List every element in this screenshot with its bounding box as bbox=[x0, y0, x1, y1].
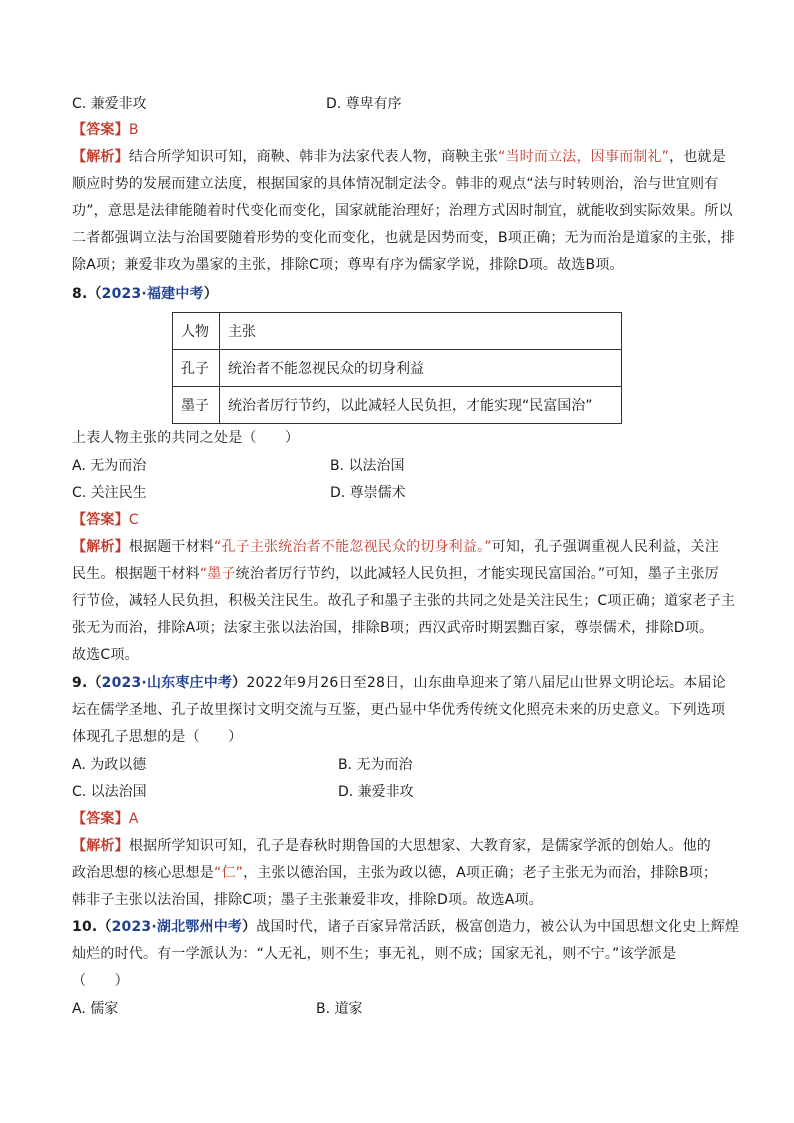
question-source: 2023·福建中考 bbox=[101, 286, 204, 302]
analysis-tag: 【解析】 bbox=[72, 838, 129, 854]
q10-stem-line-3: （ ） bbox=[72, 973, 129, 989]
q9-answer bbox=[72, 809, 139, 829]
analysis-quote: “墨子 bbox=[199, 566, 236, 582]
q8-header bbox=[72, 284, 218, 304]
answer-value: A bbox=[128, 811, 139, 827]
analysis-tag: 【解析】 bbox=[72, 149, 129, 165]
analysis-text: 政治思想的核心思想是 bbox=[72, 865, 214, 881]
q9-stem-line-3: 体现孔子思想的是（ ） bbox=[72, 729, 243, 745]
q9-stem-line-2: 坛在儒学圣地、孔子故里探讨文明交流与互鉴，更凸显中华优秀传统文化照亮未来的历史意义。下列选项 bbox=[72, 702, 726, 718]
q9-analysis-line-2 bbox=[72, 863, 717, 883]
question-number: 10.（ bbox=[72, 919, 112, 935]
table-row bbox=[173, 350, 622, 387]
table-row bbox=[173, 387, 622, 424]
question-source: 2023·山东枣庄中考 bbox=[101, 675, 233, 691]
q9-option-c: C. 以法治国 bbox=[72, 784, 147, 800]
q9-stem-line-1 bbox=[72, 673, 726, 693]
table-header-cell: 主张 bbox=[220, 313, 622, 350]
question-number: 9.（ bbox=[72, 675, 102, 691]
q7-analysis-line-3: 功”，意思是法律能随着时代变化而变化，国家就能治理好；治理方式因时制宜，就能收到实际效果。所以 bbox=[72, 203, 733, 219]
table-header-cell: 人物 bbox=[173, 313, 220, 350]
table-cell: 统治者厉行节约，以此减轻人民负担，才能实现“民富国治” bbox=[220, 387, 622, 424]
q9-analysis-line-3: 韩非子主张以法治国，排除C项；墨子主张兼爱非攻，排除D项。故选A项。 bbox=[72, 892, 543, 908]
q7-answer bbox=[72, 120, 139, 140]
question-source-close: ） bbox=[232, 675, 247, 691]
question-source: 2023·湖北鄂州中考 bbox=[111, 919, 243, 935]
q7-analysis-line-4: 二者都强调立法与治国要随着形势的变化而变化，也就是因势而变，B项正确；无为而治是道家的主张，排 bbox=[72, 230, 736, 246]
q10-option-b: B. 道家 bbox=[316, 1001, 363, 1017]
analysis-text: 可知，孔子强调重视人民利益，关注 bbox=[491, 539, 719, 555]
answer-tag: 【答案】 bbox=[72, 512, 129, 528]
analysis-quote: “当时而立法，因事而制礼” bbox=[498, 149, 670, 165]
analysis-text: ，也就是 bbox=[669, 149, 726, 165]
q8-question: 上表人物主张的共同之处是（ ） bbox=[72, 430, 300, 446]
table-header-row bbox=[173, 313, 622, 350]
q10-stem-line-2: 灿烂的时代。有一学派认为：“人无礼，则不生；事无礼，则不成；国家无礼，则不宁。”该学派是 bbox=[72, 946, 677, 962]
q8-option-d: D. 尊崇儒术 bbox=[330, 485, 406, 501]
analysis-text: 民生。根据题干材料 bbox=[72, 566, 200, 582]
analysis-tag: 【解析】 bbox=[72, 539, 129, 555]
q9-option-d: D. 兼爱非攻 bbox=[338, 784, 414, 800]
q8-analysis-line-3: 行节俭，减轻人民负担，积极关注民生。故孔子和墨子主张的共同之处是关注民生；C项正确；道家老子主 bbox=[72, 593, 736, 609]
table-cell: 孔子 bbox=[173, 350, 220, 387]
q8-option-b: B. 以法治国 bbox=[330, 458, 405, 474]
question-stem: 战国时代，诸子百家异常活跃，极富创造力，被公认为中国思想文化史上辉煌 bbox=[256, 919, 740, 935]
analysis-text: 根据题干材料 bbox=[128, 539, 215, 555]
q10-stem-line-1 bbox=[72, 917, 739, 937]
q8-analysis-line-1 bbox=[72, 537, 719, 557]
question-number: 8.（ bbox=[72, 286, 102, 302]
q7-analysis-line-5: 除A项；兼爱非攻为墨家的主张，排除C项；尊卑有序为儒家学说，排除D项。故选B项。 bbox=[72, 257, 624, 273]
q10-option-a: A. 儒家 bbox=[72, 1001, 119, 1017]
q8-analysis-line-2 bbox=[72, 564, 719, 584]
answer-value: B bbox=[128, 122, 139, 138]
q8-option-c: C. 关注民生 bbox=[72, 485, 147, 501]
analysis-text: 统治者厉行节约，以此减轻人民负担，才能实现民富国治。”可知，墨子主张厉 bbox=[235, 566, 719, 582]
q8-analysis-line-4: 张无为而治，排除A项；法家主张以法治国，排除B项；西汉武帝时期罢黜百家，尊崇儒术，排除D项。 bbox=[72, 620, 714, 636]
table-cell: 统治者不能忽视民众的切身利益 bbox=[220, 350, 622, 387]
answer-value: C bbox=[128, 512, 139, 528]
q7-option-d: D. 尊卑有序 bbox=[326, 96, 402, 112]
analysis-text: ，主张以德治国，主张为政以德，A项正确；老子主张无为而治，排除B项； bbox=[243, 865, 718, 881]
question-stem: 2022年9月26日至28日，山东曲阜迎来了第八届尼山世界文明论坛。本届论 bbox=[246, 675, 726, 691]
answer-tag: 【答案】 bbox=[72, 811, 129, 827]
question-source-close: ） bbox=[242, 919, 257, 935]
q8-answer bbox=[72, 510, 139, 530]
q8-option-a: A. 无为而治 bbox=[72, 458, 147, 474]
q8-analysis-line-5: 故选C项。 bbox=[72, 647, 139, 663]
analysis-text: 结合所学知识可知，商鞅、韩非为法家代表人物，商鞅主张 bbox=[128, 149, 499, 165]
analysis-quote: “仁” bbox=[214, 865, 244, 881]
q9-option-a: A. 为政以德 bbox=[72, 757, 147, 773]
answer-tag: 【答案】 bbox=[72, 122, 129, 138]
analysis-quote: “孔子主张统治者不能忽视民众的切身利益。” bbox=[214, 539, 492, 555]
q7-option-c: C. 兼爱非攻 bbox=[72, 96, 147, 112]
q7-analysis-line-1 bbox=[72, 147, 726, 167]
q7-analysis-line-2: 顺应时势的发展而建立法度，根据国家的具体情况制定法令。韩非的观点“法与时转则治，治与世宜则有 bbox=[72, 176, 719, 192]
q9-option-b: B. 无为而治 bbox=[338, 757, 413, 773]
table-cell: 墨子 bbox=[173, 387, 220, 424]
question-source-close: ） bbox=[203, 286, 218, 302]
q8-table bbox=[172, 312, 622, 424]
analysis-text: 根据所学知识可知，孔子是春秋时期鲁国的大思想家、大教育家，是儒家学派的创始人。他的 bbox=[128, 838, 712, 854]
q9-analysis-line-1 bbox=[72, 836, 711, 856]
